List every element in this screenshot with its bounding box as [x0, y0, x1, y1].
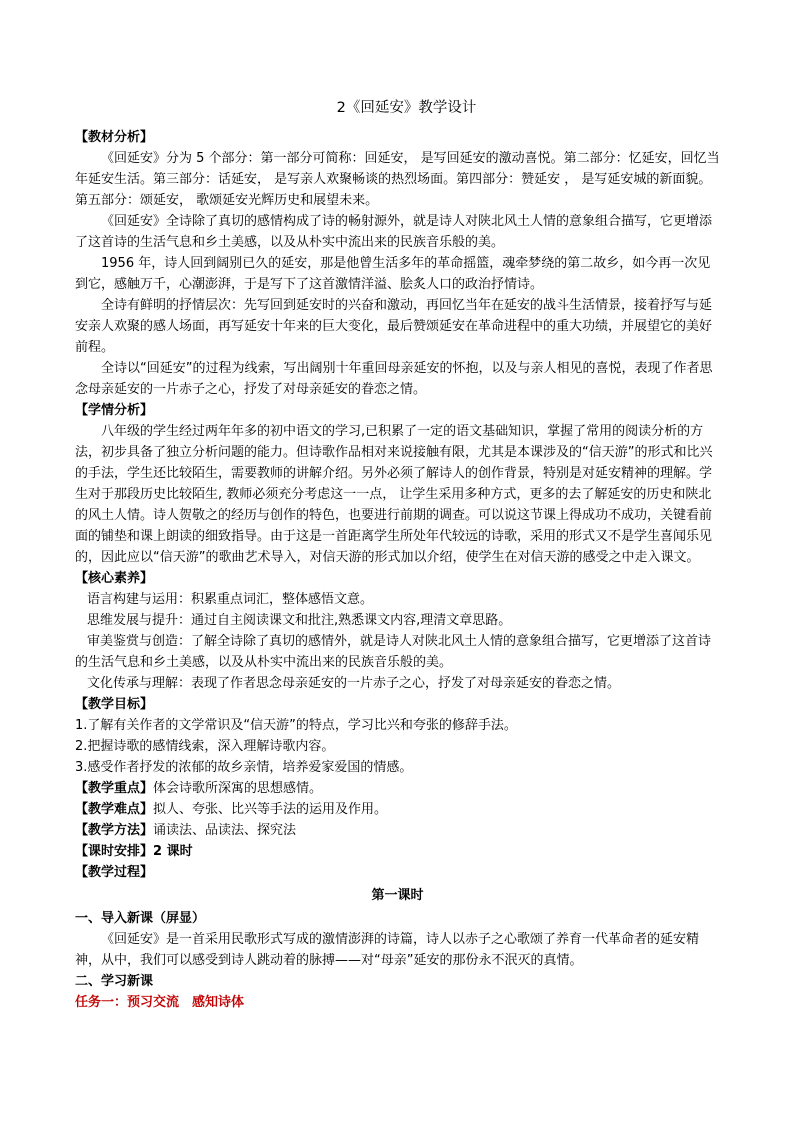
- teaching-goal-item: 3.感受作者抒发的浓郁的故乡亲情，培养爱家爱国的情感。: [75, 760, 413, 775]
- textbook-analysis-paragraph: 《回延安》分为 5 个部分：第一部分可简称：回延安， 是写回延安的激动喜悦。第二部分：忆延安，回忆当年延安生活。第三部分：话延安， 是写亲人欢聚畅谈的热烈场面。第四部分：赞延安 ， 是写延安城的新面貌。第五部分：颂延安， 歌颂延安光辉历史和展望未来。: [75, 151, 720, 208]
- part1-title: 一、导入新课（屏显）: [75, 911, 206, 926]
- core-literacy-item: 语言构建与运用：积累重点词汇，整体感悟文意。: [87, 592, 374, 607]
- difficulties-heading: 【教学难点】: [75, 802, 154, 817]
- methods-line: [75, 820, 720, 841]
- key-points-heading: 【教学重点】: [75, 781, 154, 796]
- core-literacy-item: 文化传承与理解：表现了作者思念母亲延安的一片赤子之心，抒发了对母亲延安的眷恋之情。: [87, 676, 621, 691]
- textbook-analysis-paragraph: 《回延安》全诗除了真切的感情构成了诗的畅射源外，就是诗人对陕北风土人情的意象组合描写，它更增添了这首诗的生活气息和乡土美感，以及从朴实中流出来的民族音乐般的美。: [75, 214, 713, 250]
- part2-title: 二、学习新课: [75, 974, 154, 989]
- document-page: [75, 98, 720, 1013]
- student-analysis-heading: 【学情分析】: [75, 403, 154, 418]
- core-literacy-heading: 【核心素养】: [75, 571, 154, 586]
- task1-title: 任务一：预习交流 感知诗体: [75, 995, 245, 1010]
- textbook-analysis-paragraph: 全诗有鲜明的抒情层次：先写回到延安时的兴奋和激动，再回忆当年在延安的战斗生活情景，接着抒写与延安亲人欢聚的感人场面，再写延安十年来的巨大变化，最后赞颂延安在革命进程中的重大功绩，并展望它的美好前程。: [75, 298, 713, 355]
- teaching-goal-item: 2.把握诗歌的感情线索，深入理解诗歌内容。: [75, 739, 335, 754]
- key-points-line: [75, 778, 720, 799]
- difficulties-line: [75, 799, 720, 820]
- textbook-analysis-paragraph: 1956 年，诗人回到阔别已久的延安，那是他曾生活多年的革命摇篮，魂牵梦绕的第二故乡，如今再一次见到它，感触万千，心潮澎湃，于是写下了这首激情洋溢、脍炙人口的政治抒情诗。: [75, 256, 711, 292]
- student-analysis-paragraph: 八年级的学生经过两年年多的初中语文的学习,已积累了一定的语文基础知识，掌握了常用的阅读分析的方法，初步具备了独立分析问题的能力。但诗歌作品相对来说接触有限，尤其是本课涉及的“信天游”的形式和比兴的手法，学生还比较陌生，需要教师的讲解介绍。另外必须了解诗人的创作背景，特别是对延安精神的理解。学生对于那段历史比较陌生, 教师必须充分考虑这一一点， 让学生采用多种方式，更多的去了解延安的历史和陕北的风土人情。诗人贺敬之的经历与创作的特色，也要进行前期的调查。可以说这节课上得成功不成功，关键看前面的铺垫和课上朗读的细致指导。由于这是一首距离学生所处年代较远的诗歌，采用的形式又不是学生喜闻乐见的，因此应以“信天游”的歌曲艺术导入，对信天游的形式加以介绍，使学生在对信天游的感受之中走入课文。: [75, 424, 713, 565]
- methods-heading: 【教学方法】: [75, 823, 154, 838]
- difficulties-text: 拟人、夸张、比兴等手法的运用及作用。: [153, 802, 388, 817]
- core-literacy-item: 审美鉴赏与创造：了解全诗除了真切的感情外，就是诗人对陕北风土人情的意象组合描写，它更增添了这首诗的生活气息和乡土美感，以及从朴实中流出来的民族音乐般的美。: [75, 634, 712, 670]
- textbook-analysis-paragraph: 全诗以“回延安”的过程为线索，写出阔别十年重回母亲延安的怀抱，以及与亲人相见的喜悦，表现了作者思念母亲延安的一片赤子之心，抒发了对母亲延安的眷恋之情。: [75, 361, 713, 397]
- lesson-title: 第一课时: [371, 888, 424, 903]
- teaching-goal-item: 1.了解有关作者的文学常识及“信天游”的特点，学习比兴和夸张的修辞手法。: [75, 718, 517, 733]
- schedule-text: 2 课时: [153, 844, 193, 859]
- part1-text: 《回延安》是一首采用民歌形式写成的激情澎湃的诗篇，诗人以赤子之心歌颂了养育一代革命者的延安精神，从中，我们可以感受到诗人跳动着的脉搏——对“母亲”延安的那份永不泯灭的真情。: [75, 932, 700, 968]
- page-title: 2《回延安》教学设计: [336, 100, 477, 116]
- schedule-line: [75, 841, 720, 862]
- core-literacy-item: 思维发展与提升：通过自主阅读课文和批注,熟悉课文内容,理清文章思路。: [87, 613, 512, 628]
- schedule-heading: 【课时安排】: [75, 844, 154, 859]
- key-points-text: 体会诗歌所深寓的思想感情。: [153, 781, 323, 796]
- methods-text: 诵读法、品读法、探究法: [153, 823, 297, 838]
- process-heading: 【教学过程】: [75, 865, 154, 880]
- teaching-goals-heading: 【教学目标】: [75, 697, 154, 712]
- textbook-analysis-heading: 【教材分析】: [75, 130, 154, 145]
